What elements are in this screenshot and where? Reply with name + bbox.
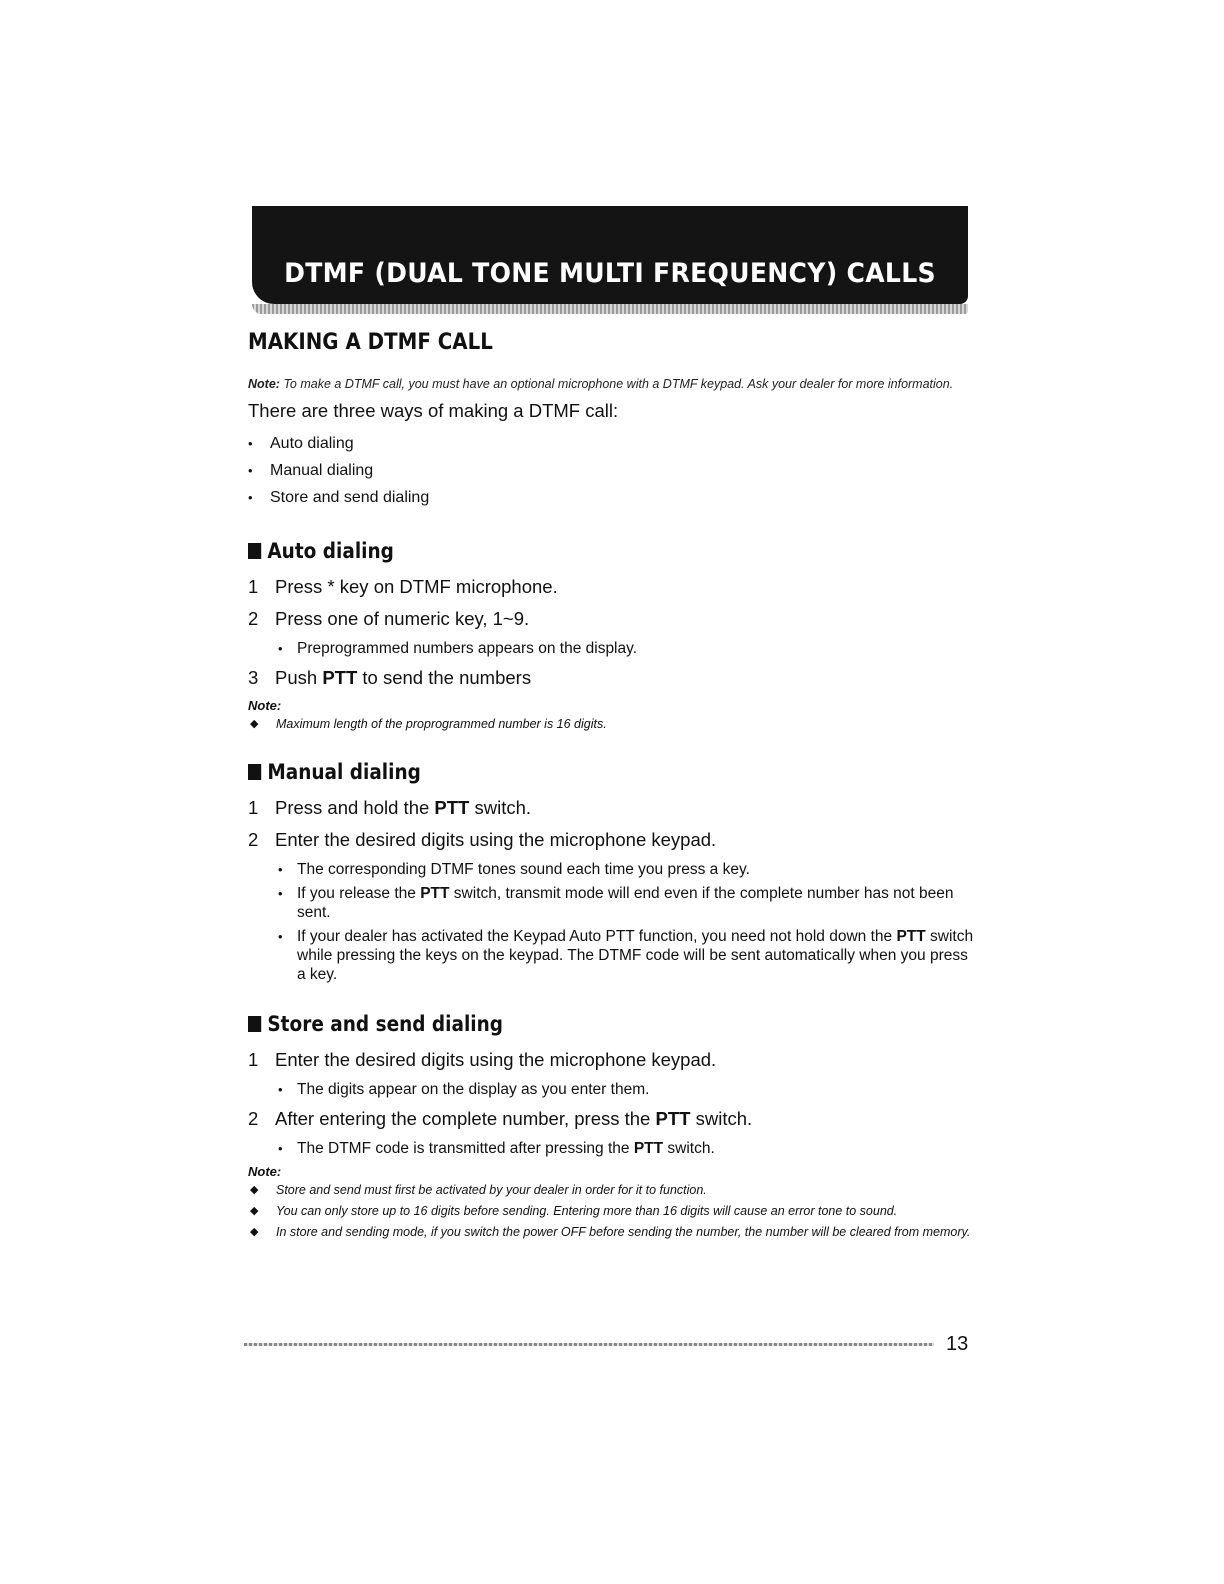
page-title: DTMF (DUAL TONE MULTI FREQUENCY) CALLS (284, 258, 936, 289)
square-bullet-icon (248, 543, 261, 559)
text-run: switch while pressing the keys on the keypad. The DTMF code will be sent automatically when you press a key. (297, 928, 974, 983)
step-number: 1 (248, 576, 259, 597)
note-label: Note: (248, 698, 282, 713)
step (248, 666, 978, 690)
step (248, 796, 978, 820)
step (248, 575, 978, 599)
text-run: The DTMF code is transmitted after pressing the (297, 1140, 634, 1157)
step (248, 607, 978, 631)
step-text (275, 666, 531, 690)
list-item: • The corresponding DTMF tones sound each time you press a key. (275, 860, 978, 879)
step-text: Press one of numeric key, 1~9. (275, 608, 530, 629)
list-item: • Auto dialing (248, 430, 978, 457)
ptt-label: PTT (322, 667, 358, 688)
ptt-label: PTT (420, 885, 450, 902)
heading-label: Manual dialing (267, 760, 421, 784)
square-bullet-icon (248, 1016, 261, 1032)
step-bullets (275, 639, 978, 658)
note-list (248, 1183, 978, 1240)
main-content (248, 330, 978, 1246)
intro-note (248, 377, 978, 392)
step-number: 2 (248, 829, 259, 850)
note-text: To make a DTMF call, you must have an optional microphone with a DTMF keypad. Ask your dealer for more information. (283, 377, 954, 391)
footer-divider (244, 1343, 934, 1346)
note-label: Note: (248, 377, 280, 391)
heading-label: Store and send dialing (267, 1012, 504, 1036)
step-number: 2 (248, 1108, 259, 1129)
text-run: If you release the (297, 885, 421, 902)
step (248, 828, 978, 852)
step-number: 1 (248, 1049, 259, 1070)
store-send-heading (248, 1012, 890, 1036)
list-item: • Preprogrammed numbers appears on the display. (275, 639, 978, 658)
heading-label: Auto dialing (267, 539, 394, 563)
text-run: to send the numbers (357, 667, 532, 688)
step (248, 1107, 978, 1131)
list-item: ◆ In store and sending mode, if you switch the power OFF before sending the number, the number will be cleared from memory. (248, 1225, 978, 1240)
text-run: switch. (663, 1140, 715, 1157)
step-text (275, 796, 531, 820)
note-label: Note: (248, 1164, 282, 1179)
step (248, 1048, 978, 1072)
step-text (275, 1107, 752, 1131)
page-number: 13 (946, 1333, 969, 1355)
manual-dialing-heading (248, 760, 890, 784)
step-text: Press * key on DTMF microphone. (275, 576, 558, 597)
step-number: 3 (248, 667, 259, 688)
text-run: After entering the complete number, press the (275, 1108, 656, 1129)
auto-dialing-heading (248, 539, 890, 563)
step-text: Enter the desired digits using the microphone keypad. (275, 1049, 717, 1070)
step-number: 1 (248, 797, 259, 818)
list-item: • The digits appear on the display as you enter them. (275, 1080, 978, 1099)
list-item (275, 1139, 978, 1158)
list-item (275, 927, 978, 984)
text-run: Press and hold the (275, 797, 435, 818)
step-bullets (275, 1139, 978, 1158)
ptt-label: PTT (655, 1108, 691, 1129)
list-item: • Store and send dialing (248, 484, 978, 511)
text-run: If your dealer has activated the Keypad Auto PTT function, you need not hold down the (297, 928, 897, 945)
text-run: Push (275, 667, 323, 688)
list-item: ◆ You can only store up to 16 digits before sending. Entering more than 16 digits will cause an error tone to sound. (248, 1204, 978, 1219)
text-run: switch. (469, 797, 532, 818)
square-bullet-icon (248, 764, 261, 780)
list-item: • Manual dialing (248, 457, 978, 484)
step-bullets (275, 860, 978, 984)
text-run: switch. (690, 1108, 753, 1129)
list-item: ◆ Maximum length of the proprogrammed number is 16 digits. (248, 717, 978, 732)
ptt-label: PTT (896, 928, 926, 945)
step-bullets (275, 1080, 978, 1099)
ways-list (248, 430, 978, 511)
note-list (248, 717, 978, 732)
text-run: switch, transmit mode will end even if the complete number has not been sent. (297, 885, 954, 921)
ptt-label: PTT (434, 797, 470, 818)
intro-text: There are three ways of making a DTMF call: (248, 400, 619, 421)
step-text: Enter the desired digits using the microphone keypad. (275, 829, 717, 850)
list-item (275, 884, 978, 922)
header-banner (252, 206, 968, 304)
list-item: ◆ Store and send must first be activated by your dealer in order for it to function. (248, 1183, 978, 1198)
step-number: 2 (248, 608, 259, 629)
ptt-label: PTT (633, 1140, 664, 1157)
section-heading: MAKING A DTMF CALL (248, 330, 493, 355)
